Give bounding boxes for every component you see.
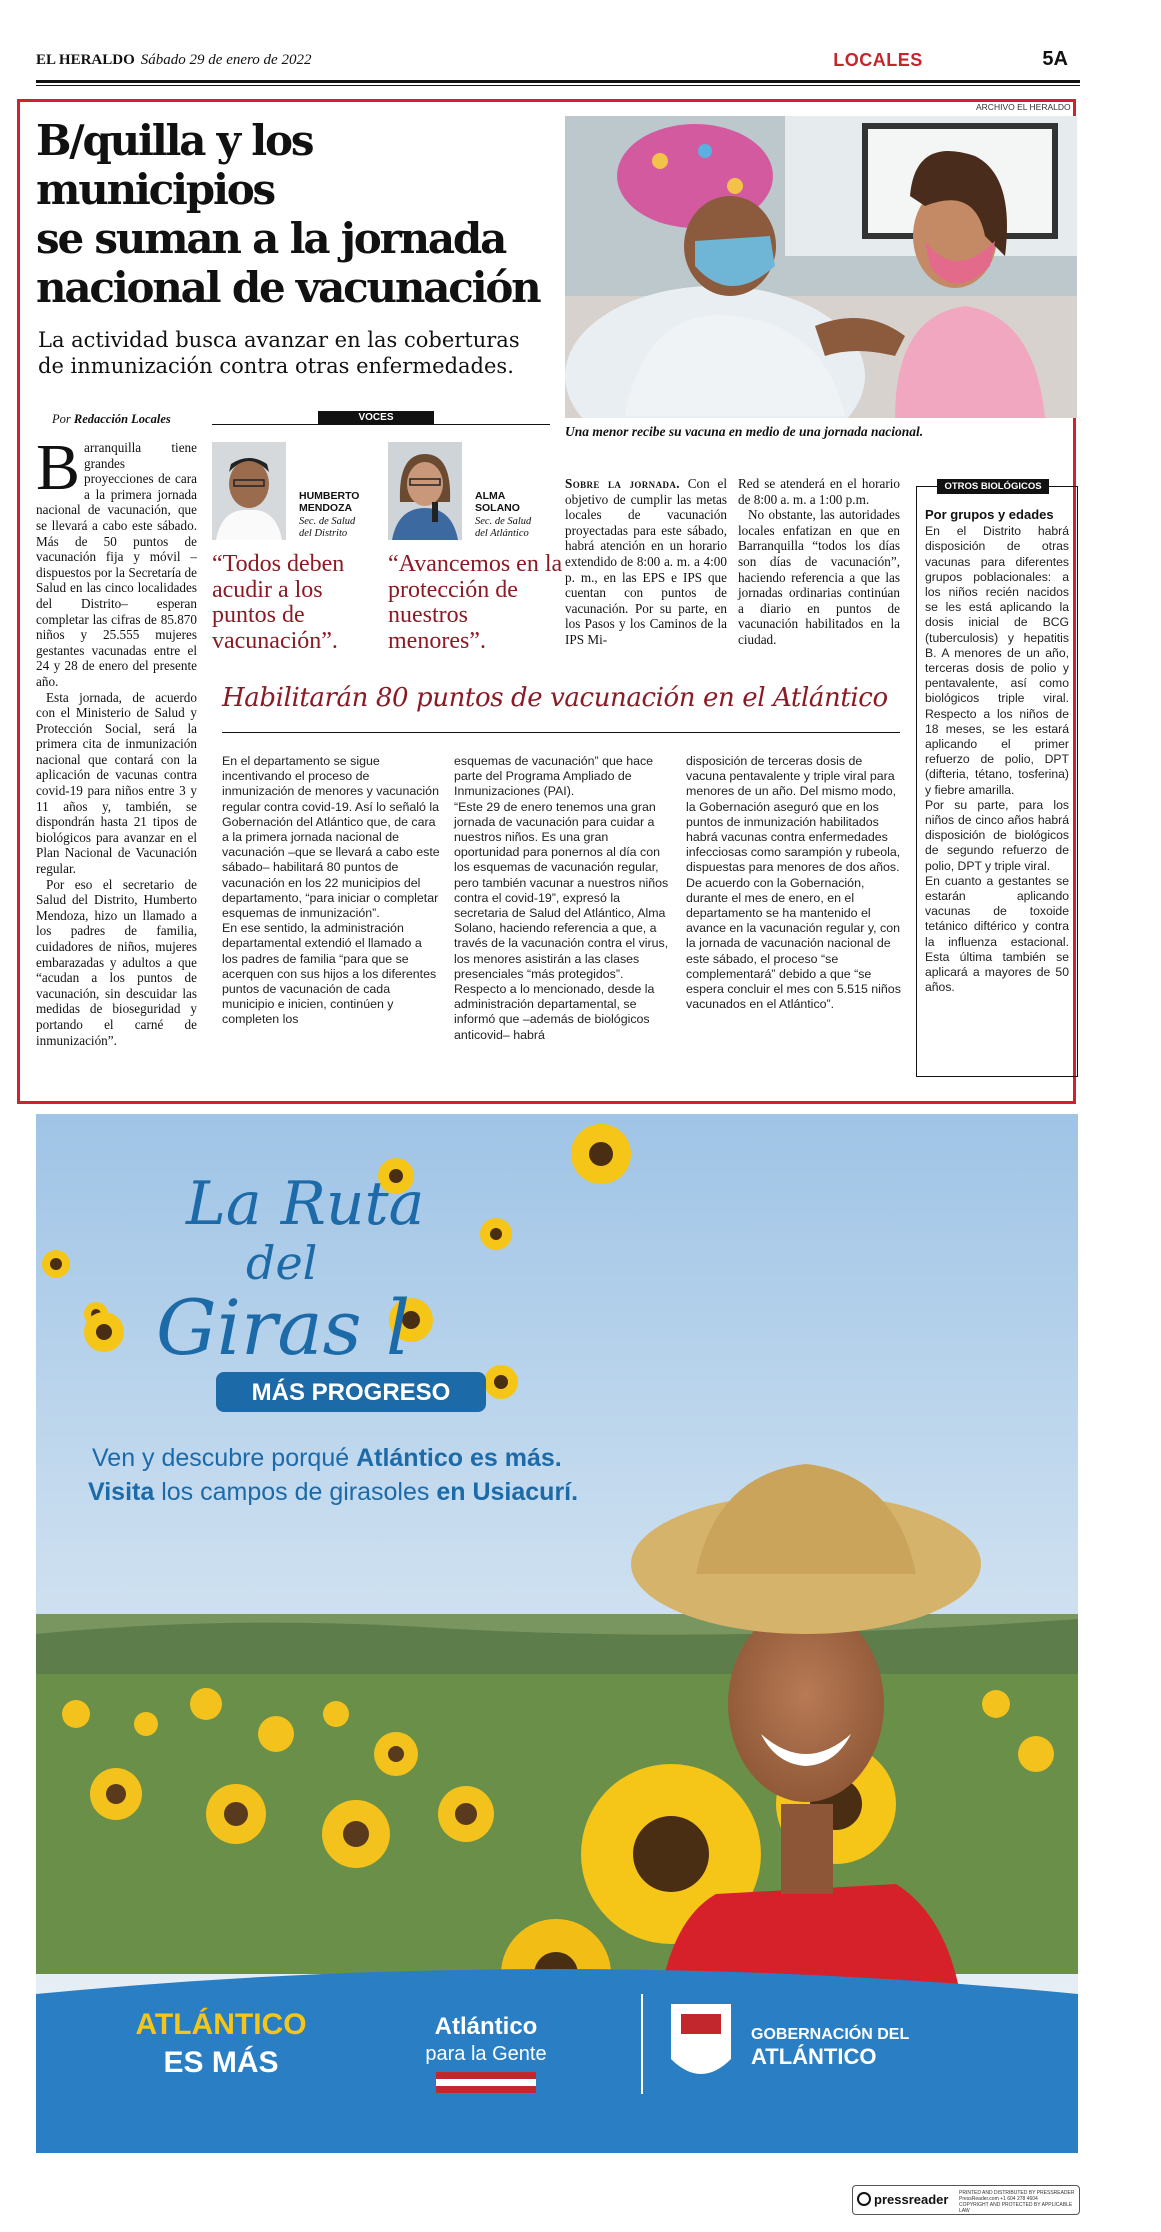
drop-cap: B [36,431,81,504]
section-lead: Sobre la jornada. [565,476,680,491]
section-label: LOCALES [833,50,923,70]
issue-date: Sábado 29 de enero de 2022 [140,52,312,68]
logo-gobernacion-line1: GOBERNACIÓN DEL [751,2026,910,2043]
voice-quote: “Todos deben acudir a los puntos de vacunación”. [212,551,345,654]
body-paragraph: Esta jornada, de acuerdo con el Ministerio de Salud y Protección Social, será la primera cita de inmunización nacional que contará con la aplicación de vacunas contra covid-19 para niños entre 3 y 11 años y, también, se dispondrán hasta 21 tipos de biológicos para avanzar en el Plan Nacional de Vacunación regular. [36,689,197,877]
article-column-mid: Sobre la jornada. Con el objetivo de cumplir las metas locales de vacunación proyectadas para este sábado, habrá atención en un horario extendido de 8:00 a. m. a 4:00 p. m., en las EPS e IPS que cuentan con puntos de vacunación. Por su parte, en los Pasos y los Caminos de la IPS Mi- [565,476,727,647]
ad-title-line2: del [246,1236,318,1290]
byline: Por Redacción Locales [52,412,171,426]
sidebar-paragraph: Por su parte, para los niños de cinco años habrá disposición de biológicos de segundo refuerzo de polio, DPT y triple viral. [925,797,1069,873]
page-number: 5A [1042,48,1068,70]
body-paragraph: Por eso el secretario de Salud del Distrito, Humberto Mendoza, hizo un llamado a los padres de familia, cuidadores de niños, mujeres embarazadas y adultos a que “acudan a los puntos de vacunación, sin descuidar las medidas de bioseguridad y portando el carné de inmunización”. [36,876,197,1048]
vaccination-illustration [565,116,1077,418]
sub-column-2: esquemas de vacunación” que hace parte del Programa Ampliado de Inmunizaciones (PAI). “Este 29 de enero tenemos una gran jornada de vacunación para cuidar a nuestros niños. Es una gran oportunidad para ponernos al día con los esquemas de vacunación regular, pero también vacunar a nuestros niños contra el covid-19”, expresó la secretaria de Salud del Atlántico, Alma Solano, haciendo referencia a que, a través de la vacunación contra el virus, los menores asistirán a las clases presenciales “más protegidos”. Respecto a lo mencionado, desde la administración departamental, se informó que –además de biológicos anticovid– habrá [454,754,669,1042]
masthead-rule [36,80,1080,83]
sidebar-heading: Por grupos y edades [925,507,1054,522]
logo-atlantico-es-mas-line2: ES MÁS [163,2046,279,2079]
pressreader-icon [857,2192,871,2206]
photo-caption: Una menor recibe su vacuna en medio de una jornada nacional. [565,424,924,439]
sidebar-paragraph: En cuanto a gestantes se estarán aplicando vacunas de toxoide tetánico diftérico y contra la influenza estacional. Esta última también se aplicará a mayores de 50 años. [925,873,1069,995]
lead-paragraph: Barranquilla tiene grandes proyecciones de cara a la primera jornada nacional de vacunación, que se llevará a cabo este sábado. Más de 50 puntos de vacunación fija y móvil –dispuestos por la Secretaría de Salud en las cinco localidades del Distrito– esperan completar las cifras de 85.870 niños y 25.555 mujeres gestantes vacunadas entre el 24 y 28 de enero del presente año. [36,431,197,689]
pressreader-fineprint: PRINTED AND DISTRIBUTED BY PRESSREADER PressReader.com +1 604 278 4604 COPYRIGHT AND PROTECTED BY APPLICABLE LAW [959,2190,1075,2214]
ad-tagline-2: Visita los campos de girasoles en Usiacurí. [88,1478,579,1506]
advertisement-ruta-del-girasol[interactable] [36,1114,1078,2153]
subhead-rule [222,732,900,733]
headline [36,116,556,312]
masthead-rule-thin [36,85,1080,86]
sub-column-1: En el departamento se sigue incentivando el proceso de inmunización de menores y vacunación regular contra covid-19. Así lo señaló la Gobernación del Atlántico que, de cara a la primera jornada nacional de vacunación –que se llevará a cabo este sábado– habilitará 80 puntos de vacunación en los 22 municipios del departamento, “para iniciar o completar esquemas de inmunización”. En ese sentido, la administración departamental extendió el llamado a los padres de familia “para que se acerquen con sus hijos a los diferentes puntos de vacunación de cada municipio e inicien, continúen y completen los [222,754,440,1027]
vaccination-photo [565,116,1077,418]
ad-banner: MÁS PROGRESO [251,1379,451,1406]
sub-column-3: disposición de terceras dosis de vacuna pentavalente y triple viral para menores de un año. Del mismo modo, la Gobernación aseguró que en los puntos de inmunización habilitados habrá vacunas contra enfermedades infecciosas como sarampión y rubeola, dispuestas para menores de dos años. De acuerdo con la Gobernación, durante el mes de enero, en el departamento se ha mantenido el avance en la vacunación regular y, con la jornada de vacunación nacional de este sábado, el proceso “se complementará” debido a que “se espera concluir el mes con 5.515 niños vacunados en el Atlántico”. [686,754,901,1012]
portrait-humberto-mendoza [212,442,286,540]
photo-credit: ARCHIVO EL HERALDO [976,102,1071,112]
lead-column [36,431,197,1048]
logo-atlantico-es-mas-line1: ATLÁNTICO [135,2008,307,2041]
headline-line: B/quilla y los municipios [36,116,313,214]
voice-quote: “Avancemos en la protección de nuestros menores”. [388,551,563,654]
sidebar-otros-biologicos [916,481,1078,1077]
ad-title-line3: Giras l [156,1283,411,1372]
masthead [36,48,1080,90]
sidebar-paragraph: En el Distrito habrá disposición de otras vacunas para diferentes grupos poblacionales: a los niños recién nacidos se les está aplicando la dosis inicial de BCG (tuberculosis) y hepatitis B. A menores de un año, terceras dosis de polio y pentavalente, así como biológicos triple viral. Respecto a los niños de 18 meses, se les estará aplicando el primer refuerzo de polio, DPT (difteria, tétano, tosferina) y fiebre amarilla. [925,524,1069,797]
pressreader-badge[interactable] [852,2185,1080,2215]
deck: La actividad busca avanzar en las coberturas de inmunización contra otras enfermedades. [38,328,520,378]
voices-tag: VOCES [318,411,434,425]
voice-role: Sec. de Salud del Distrito [299,516,356,539]
paper-name: EL HERALDO Sábado 29 de enero de 2022 [36,52,312,68]
voice-name: HUMBERTO MENDOZA [299,490,360,514]
ad-tagline-1: Ven y descubre porqué Atlántico es más. [92,1444,562,1472]
logo-gobernacion-line2: ATLÁNTICO [751,2044,877,2069]
portrait-alma-solano [388,442,462,540]
pressreader-logo: pressreader [857,2192,948,2207]
logo-atlantico-para-la-gente-line1: Atlántico [434,2013,538,2040]
article-column-right: Red se atenderá en el horario de 8:00 a. m. a 1:00 p.m. No obstante, las autoridades locales enfatizan en que en Barranquilla “todos los días son días de vacunación”, haciendo referencia a que las jornadas ordinarias continúan a diario en puntos de vacunación habilitados en la ciudad. [738,476,900,647]
logo-atlantico-para-la-gente-line2: para la Gente [425,2043,547,2065]
ad-title-line1: La Ruta [186,1169,425,1239]
voice-role: Sec. de Salud del Atlántico [475,516,532,539]
voice-name: ALMA SOLANO [475,490,520,514]
ad-artwork [36,1114,1078,2153]
sidebar-tag: OTROS BIOLÓGICOS [937,479,1049,494]
headline-line: nacional de vacunación [36,263,540,312]
headline-line: se suman a la jornada [36,214,506,263]
subheadline: Habilitarán 80 puntos de vacunación en el Atlántico [222,683,888,713]
